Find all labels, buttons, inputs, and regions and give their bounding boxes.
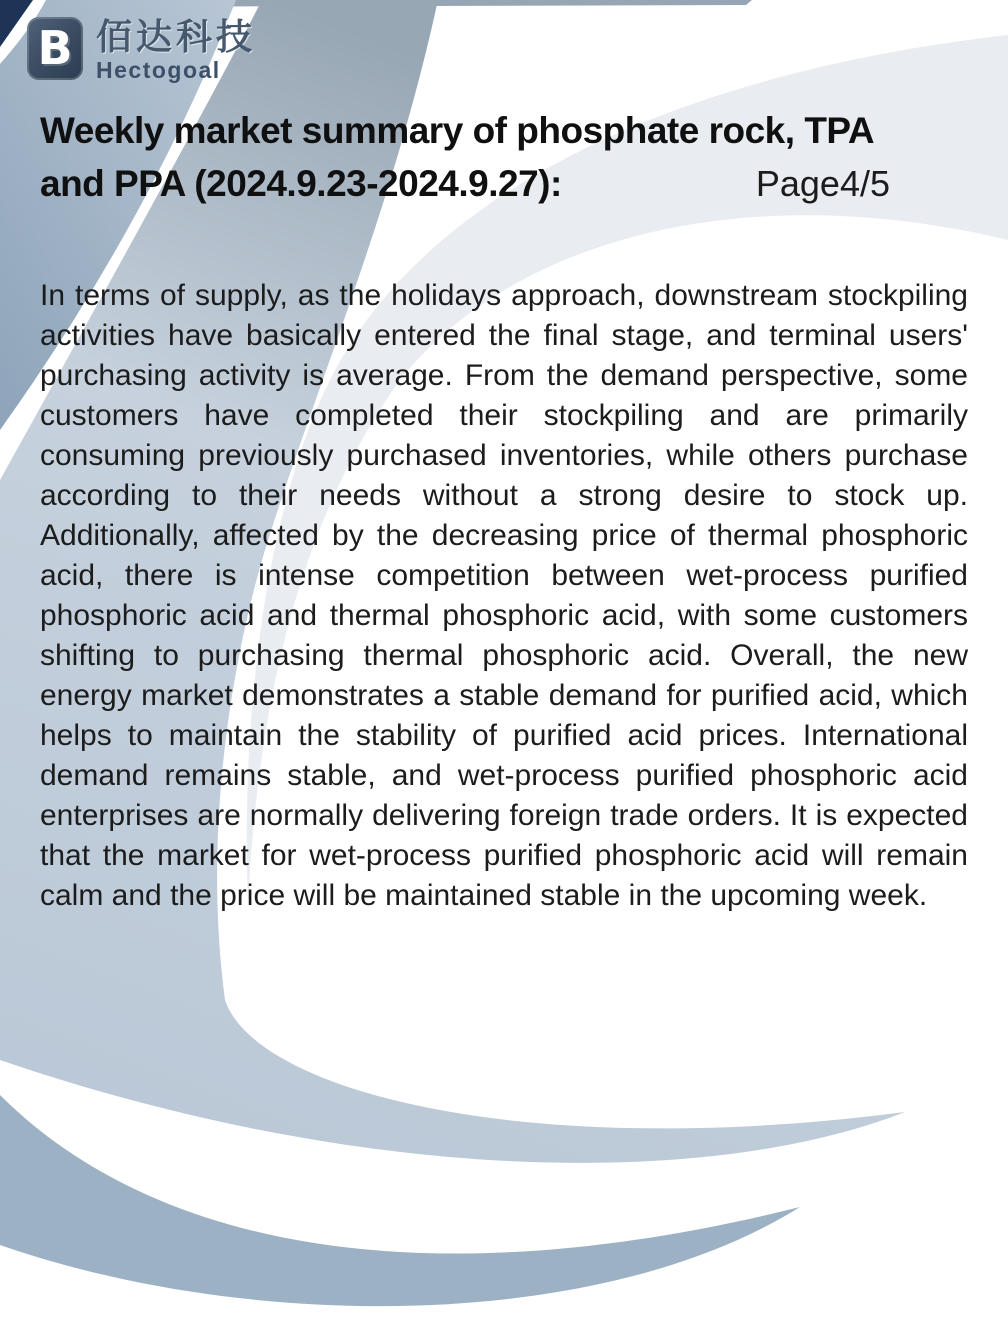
brand-name-chinese: 佰达科技	[96, 16, 257, 57]
brand-name-english: Hectogoal	[96, 57, 221, 83]
page-title-line2: and PPA (2024.9.23-2024.9.27):	[40, 163, 562, 204]
title-block	[40, 104, 968, 210]
logo-b-glyph: B	[37, 20, 73, 75]
summary-paragraph: In terms of supply, as the holidays approach, downstream stockpiling activities have basically entered the final stage, and terminal users' purchasing activity is average. From the demand perspective, some customers have completed their stockpiling and are primarily consuming previously purchased inventories, while others purchase according to their needs without a strong desire to stock up. Additionally, affected by the decreasing price of thermal phosphoric acid, there is intense competition between wet-process purified phosphoric acid and thermal phosphoric acid, with some customers shifting to purchasing thermal phosphoric acid. Overall, the new energy market demonstrates a stable demand for purified acid, which helps to maintain the stability of purified acid prices. International demand remains stable, and wet-process purified phosphoric acid enterprises are normally delivering foreign trade orders. It is expected that the market for wet-process purified phosphoric acid will remain calm and the price will be maintained stable in the upcoming week.	[40, 279, 968, 912]
page-indicator: Page4/5	[755, 163, 890, 204]
page-title-line1: Weekly market summary of phosphate rock, TPA	[40, 110, 875, 151]
brand-text	[96, 17, 256, 82]
hectogoal-logo-icon	[27, 17, 83, 80]
brand-block	[27, 17, 256, 82]
